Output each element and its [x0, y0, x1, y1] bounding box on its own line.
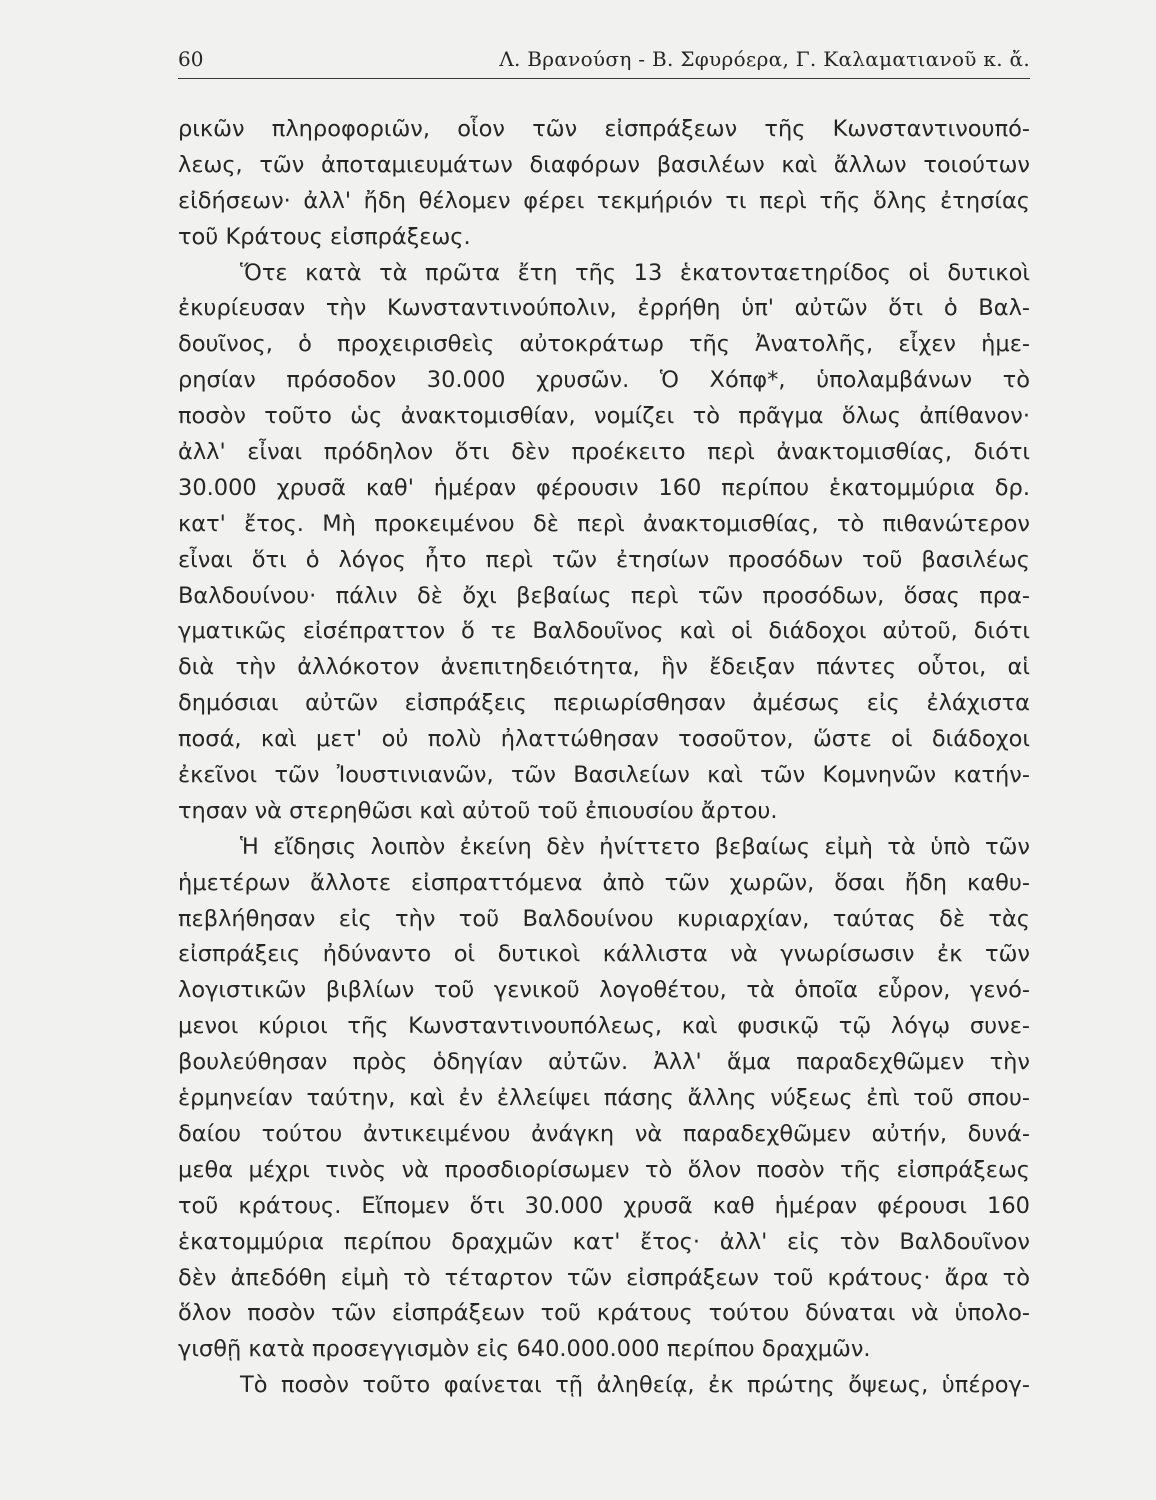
text-line: γισθῇ κατὰ προσεγγισμὸν εἰς 640.000.000 περίπου δραχμῶν. [178, 1336, 871, 1363]
text-line: τοῦ κράτους. Εἴπομεν ὅτι 30.000 χρυσᾶ καθ ἡμέραν φέρουσι 160 [178, 1192, 1030, 1219]
text-line: 30.000 χρυσᾶ καθ' ἡμέραν φέρουσιν 160 περίπου ἑκατομμύρια δρ. [178, 474, 1030, 501]
text-line: εἰδήσεων· ἀλλ' ἤδη θέλομεν φέρει τεκμήριόν τι περὶ τῆς ὅλης ἐτησίας [178, 187, 1030, 214]
text-line: ποσὸν τοῦτο ὡς ἀνακτομισθίαν, νομίζει τὸ πρᾶγμα ὅλως ἀπίθανον· [178, 403, 1030, 430]
text-line: τησαν νὰ στερηθῶσι καὶ αὐτοῦ τοῦ ἐπιουσίου ἄρτου. [178, 797, 778, 824]
text-line: Ἡ εἴδησις λοιπὸν ἐκείνη δὲν ἠνίττετο βεβαίως εἰμὴ τὰ ὑπὸ τῶν [240, 833, 1030, 860]
text-line: Ὅτε κατὰ τὰ πρῶτα ἔτη τῆς 13 ἑκατονταετηρίδος οἱ δυτικοὶ [240, 259, 1030, 286]
text-line: λεως, τῶν ἀποταμιευμάτων διαφόρων βασιλέων καὶ ἄλλων τοιούτων [178, 151, 1030, 178]
text-line: δημόσιαι αὐτῶν εἰσπράξεις περιωρίσθησαν ἀμέσως εἰς ἐλάχιστα [178, 690, 1030, 717]
text-line: εἶναι ὅτι ὁ λόγος ἦτο περὶ τῶν ἐτησίων προσόδων τοῦ βασιλέως [178, 546, 1030, 573]
text-line: πεβλήθησαν εἰς τὴν τοῦ Βαλδουίνου κυριαρχίαν, ταύτας δὲ τὰς [178, 905, 1030, 932]
text-line: ποσά, καὶ μετ' οὐ πολὺ ἠλαττώθησαν τοσοῦτον, ὥστε οἱ διάδοχοι [178, 726, 1030, 753]
text-line: ἐκυρίευσαν τὴν Κωνσταντινούπολιν, ἐρρήθη ὑπ' αὐτῶν ὅτι ὁ Βαλ- [178, 295, 1030, 322]
text-line: δαίου τούτου ἀντικειμένου ἀνάγκη νὰ παραδεχθῶμεν αὐτήν, δυνά- [178, 1120, 1030, 1147]
text-line: βουλεύθησαν πρὸς ὁδηγίαν αὐτῶν. Ἀλλ' ἅμα παραδεχθῶμεν τὴν [178, 1049, 1030, 1076]
text-line: ἡμετέρων ἄλλοτε εἰσπραττόμενα ἀπὸ τῶν χωρῶν, ὅσαι ἤδη καθυ- [178, 869, 1030, 896]
text-line: ὅλον ποσὸν τῶν εἰσπράξεων τοῦ κράτους τούτου δύναται νὰ ὑπολο- [178, 1300, 1030, 1327]
text-line: διὰ τὴν ἀλλόκοτον ἀνεπιτηδειότητα, ἣν ἔδειξαν πάντες οὗτοι, αἱ [178, 654, 1030, 681]
text-line: ἀλλ' εἶναι πρόδηλον ὅτι δὲν προέκειτο περὶ ἀνακτομισθίας, διότι [178, 439, 1030, 466]
text-line: δουῖνος, ὁ προχειρισθεὶς αὐτοκράτωρ τῆς Ἀνατολῆς, εἶχεν ἡμε- [178, 331, 1030, 358]
text-line: μεθα μέχρι τινὸς νὰ προσδιορίσωμεν τὸ ὅλον ποσὸν τῆς εἰσπράξεως [178, 1156, 1030, 1183]
text-line: γματικῶς εἰσέπραττον ὅ τε Βαλδουῖνος καὶ οἱ διάδοχοι αὐτοῦ, διότι [178, 618, 1030, 645]
body-text [178, 112, 1030, 1404]
text-line: δὲν ἀπεδόθη εἰμὴ τὸ τέταρτον τῶν εἰσπράξεων τοῦ κράτους· ἄρα τὸ [178, 1264, 1030, 1291]
running-head: Λ. Βρανούση - Β. Σφυρόερα, Γ. Καλαματιανοῦ κ. ἄ. [499, 47, 1030, 71]
text-line: τοῦ Κράτους εἰσπράξεως. [178, 223, 471, 250]
text-line: ἐκεῖνοι τῶν Ἰουστινιανῶν, τῶν Βασιλείων καὶ τῶν Κομνηνῶν κατήν- [178, 762, 1030, 789]
page-number: 60 [178, 47, 204, 71]
text-line: ρησίαν πρόσοδον 30.000 χρυσῶν. Ὁ Χόπφ*, ὑπολαμβάνων τὸ [178, 367, 1030, 394]
text-line: εἰσπράξεις ἠδύναντο οἱ δυτικοὶ κάλλιστα νὰ γνωρίσωσιν ἐκ τῶν [178, 941, 1030, 968]
text-line: ρικῶν πληροφοριῶν, οἷον τῶν εἰσπράξεων τῆς Κωνσταντινουπό- [178, 116, 1030, 142]
text-line: ἑκατομμύρια περίπου δραχμῶν κατ' ἔτος· ἀλλ' εἰς τὸν Βαλδουῖνον [178, 1228, 1030, 1255]
text-line: κατ' ἔτος. Μὴ προκειμένου δὲ περὶ ἀνακτομισθίας, τὸ πιθανώτερον [178, 510, 1030, 537]
text-line: λογιστικῶν βιβλίων τοῦ γενικοῦ λογοθέτου, τὰ ὁποῖα εὗρον, γενό- [178, 977, 1030, 1004]
text-line: Τὸ ποσὸν τοῦτο φαίνεται τῇ ἀληθείᾳ, ἐκ πρώτης ὄψεως, ὑπέρογ- [240, 1372, 1030, 1399]
text-line: ἑρμηνείαν ταύτην, καὶ ἐν ἐλλείψει πάσης ἄλλης νύξεως ἐπὶ τοῦ σπου- [178, 1085, 1030, 1112]
text-line: Βαλδουίνου· πάλιν δὲ ὄχι βεβαίως περὶ τῶν προσόδων, ὅσας πρα- [178, 582, 1030, 609]
page-header [178, 44, 1030, 79]
text-line: μενοι κύριοι τῆς Κωνσταντινουπόλεως, καὶ φυσικῷ τῷ λόγῳ συνε- [178, 1013, 1030, 1040]
